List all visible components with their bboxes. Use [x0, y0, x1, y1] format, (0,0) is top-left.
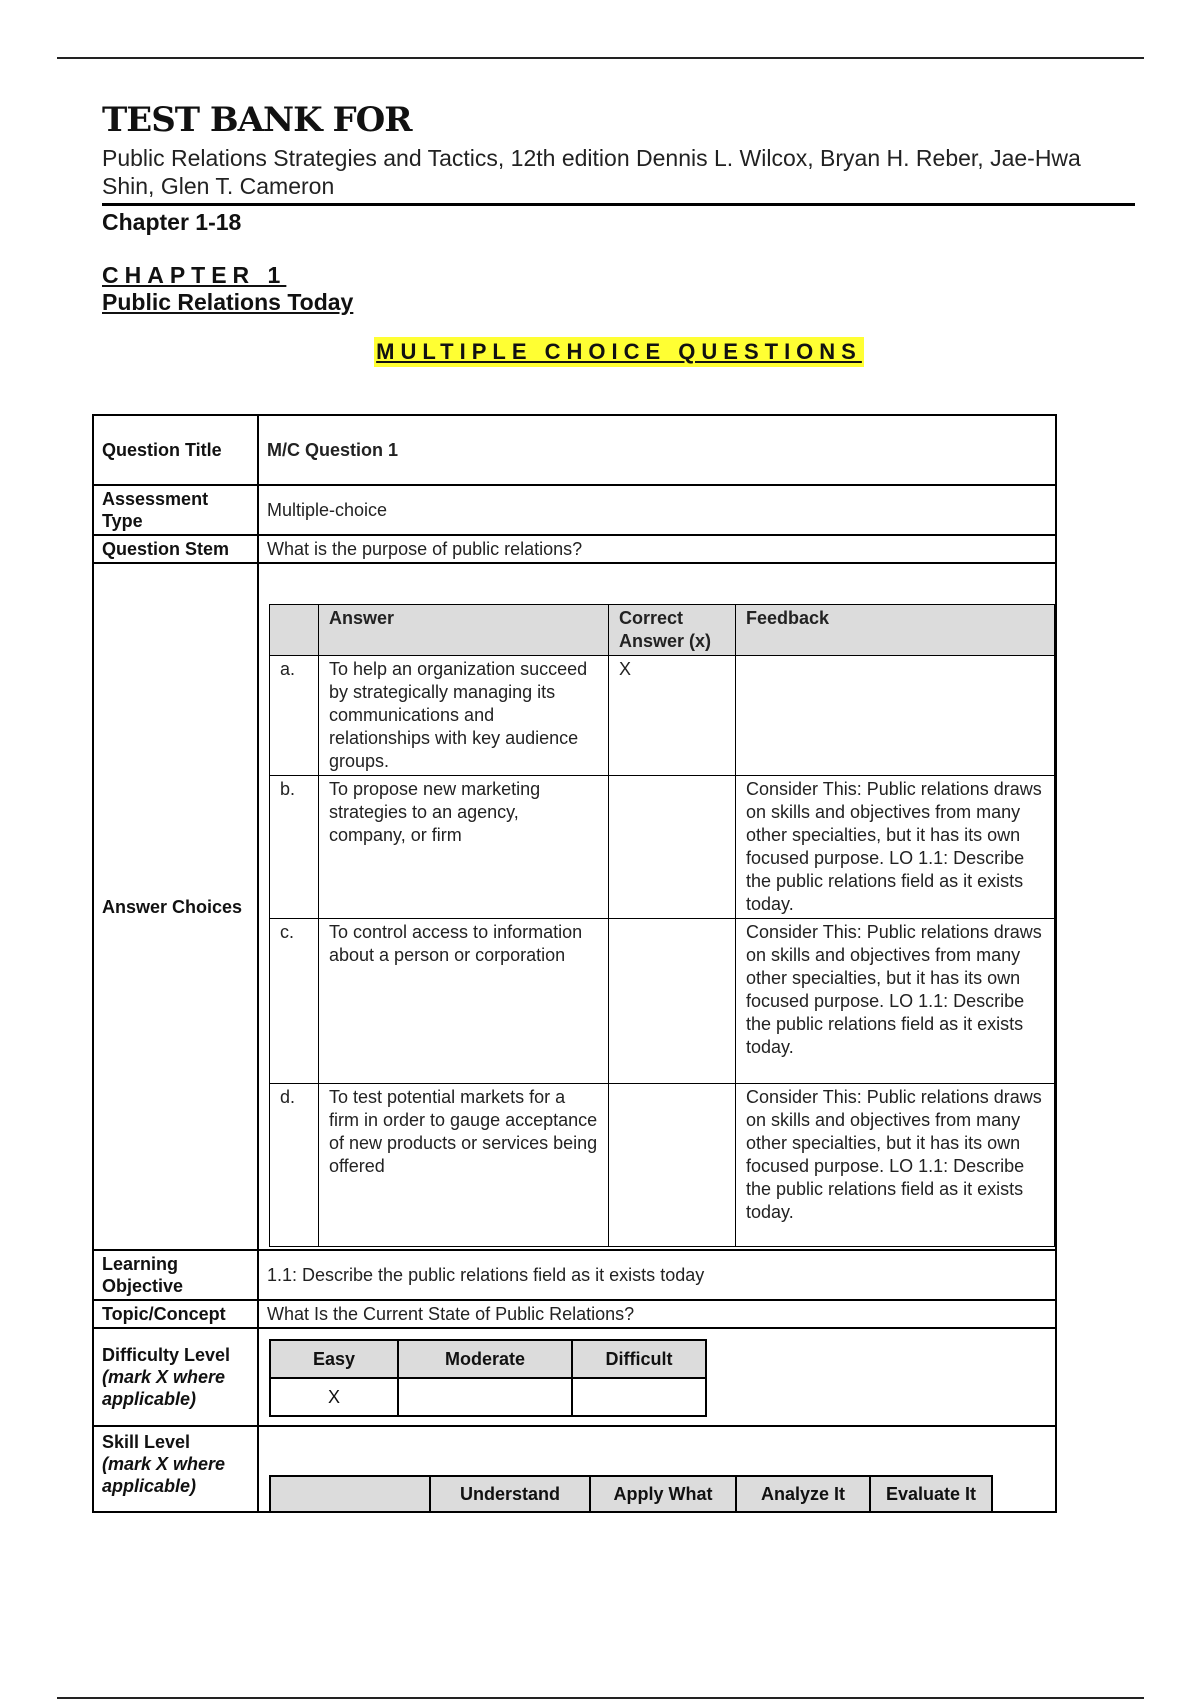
label-skill-level — [93, 1426, 258, 1512]
question-table — [92, 414, 1057, 1513]
answer-header-blank — [270, 605, 319, 656]
feedback-text: Consider This: Public relations draws on skills and objectives from many other specialties, but it has its own focused purpose. LO 1.1: Describe the public relations field as it exists today. — [736, 919, 1055, 1084]
difficulty-moderate-mark — [398, 1378, 572, 1416]
header-rule — [102, 203, 1135, 206]
answer-text: To help an organization succeed by strategically managing its communications and relationships with key audience groups. — [319, 656, 609, 776]
learning-objective: 1.1: Describe the public relations field as it exists today — [258, 1250, 1056, 1300]
answer-letter: a. — [270, 656, 319, 776]
book-citation: Public Relations Strategies and Tactics, 12th edition Dennis L. Wilcox, Bryan H. Reber, Jae-Hwa Shin, Glen T. Cameron — [102, 145, 1081, 199]
row-question-title — [93, 415, 1056, 485]
label-question-title: Question Title — [93, 415, 258, 485]
skill-header-blank — [270, 1476, 430, 1511]
answer-row — [270, 656, 1055, 776]
label-learning-objective: Learning Objective — [93, 1250, 258, 1300]
row-skill-level — [93, 1426, 1056, 1512]
skill-level-cell — [258, 1426, 1056, 1512]
section-heading-wrap — [0, 337, 1200, 367]
answer-row — [270, 776, 1055, 919]
row-assessment-type — [93, 485, 1056, 535]
difficulty-easy-mark: X — [270, 1378, 398, 1416]
correct-mark — [609, 776, 736, 919]
bottom-rule — [57, 1697, 1144, 1699]
skill-label-text: Skill Level — [102, 1432, 191, 1452]
row-question-stem — [93, 535, 1056, 563]
answer-letter: b. — [270, 776, 319, 919]
correct-mark — [609, 919, 736, 1084]
difficulty-table — [269, 1339, 707, 1417]
answer-row — [270, 1084, 1055, 1247]
feedback-text: Consider This: Public relations draws on skills and objectives from many other specialties, but it has its own focused purpose. LO 1.1: Describe the public relations field as it exists today. — [736, 1084, 1055, 1247]
row-learning-objective — [93, 1250, 1056, 1300]
label-answer-choices: Answer Choices — [93, 563, 258, 1250]
answer-table — [269, 604, 1055, 1247]
answer-header-row — [270, 605, 1055, 656]
difficulty-easy-header: Easy — [270, 1340, 398, 1378]
label-question-stem: Question Stem — [93, 535, 258, 563]
test-bank-title: TEST BANK FOR — [102, 100, 412, 140]
difficulty-moderate-header: Moderate — [398, 1340, 572, 1378]
answer-choices-cell — [258, 563, 1056, 1250]
answer-header: Answer — [319, 605, 609, 656]
chapter-label: CHAPTER 1 — [102, 262, 287, 288]
label-assessment-type: Assessment Type — [93, 485, 258, 535]
answer-text: To propose new marketing strategies to an agency, company, or firm — [319, 776, 609, 919]
answer-text: To control access to information about a person or corporation — [319, 919, 609, 1084]
chapter-range: Chapter 1-18 — [102, 209, 242, 235]
chapter-name: Public Relations Today — [102, 289, 354, 315]
question-stem: What is the purpose of public relations? — [258, 535, 1056, 563]
document-header — [102, 100, 1132, 237]
skill-analyze-header: Analyze It — [736, 1476, 870, 1511]
correct-mark — [609, 1084, 736, 1247]
skill-evaluate-header: Evaluate It — [870, 1476, 992, 1511]
correct-header: Correct Answer (x) — [609, 605, 736, 656]
difficulty-cell — [258, 1328, 1056, 1426]
answer-row — [270, 919, 1055, 1084]
difficulty-difficult-header: Difficult — [572, 1340, 706, 1378]
skill-understand-header: Understand — [430, 1476, 590, 1511]
answer-letter: d. — [270, 1084, 319, 1247]
difficulty-header-row — [270, 1340, 706, 1378]
topic-concept: What Is the Current State of Public Relations? — [258, 1300, 1056, 1328]
label-difficulty — [93, 1328, 258, 1426]
question-title: M/C Question 1 — [258, 415, 1056, 485]
assessment-type: Multiple-choice — [258, 485, 1056, 535]
row-topic — [93, 1300, 1056, 1328]
mark-note: (mark X where applicable) — [102, 1367, 226, 1409]
correct-mark: X — [609, 656, 736, 776]
answer-letter: c. — [270, 919, 319, 1084]
difficulty-difficult-mark — [572, 1378, 706, 1416]
mark-note: (mark X where applicable) — [102, 1454, 226, 1496]
top-rule — [57, 57, 1144, 59]
section-heading: MULTIPLE CHOICE QUESTIONS — [374, 337, 864, 367]
difficulty-label-text: Difficulty Level — [102, 1345, 231, 1365]
answer-text: To test potential markets for a firm in order to gauge acceptance of new products or services being offered — [319, 1084, 609, 1247]
row-difficulty — [93, 1328, 1056, 1426]
row-answer-choices — [93, 563, 1056, 1250]
skill-apply-header: Apply What — [590, 1476, 736, 1511]
feedback-header: Feedback — [736, 605, 1055, 656]
skill-header-row — [270, 1476, 992, 1511]
difficulty-mark-row — [270, 1378, 706, 1416]
label-topic: Topic/Concept — [93, 1300, 258, 1328]
feedback-text: Consider This: Public relations draws on skills and objectives from many other specialties, but it has its own focused purpose. LO 1.1: Describe the public relations field as it exists today. — [736, 776, 1055, 919]
feedback-text — [736, 656, 1055, 776]
skill-table — [269, 1475, 993, 1511]
